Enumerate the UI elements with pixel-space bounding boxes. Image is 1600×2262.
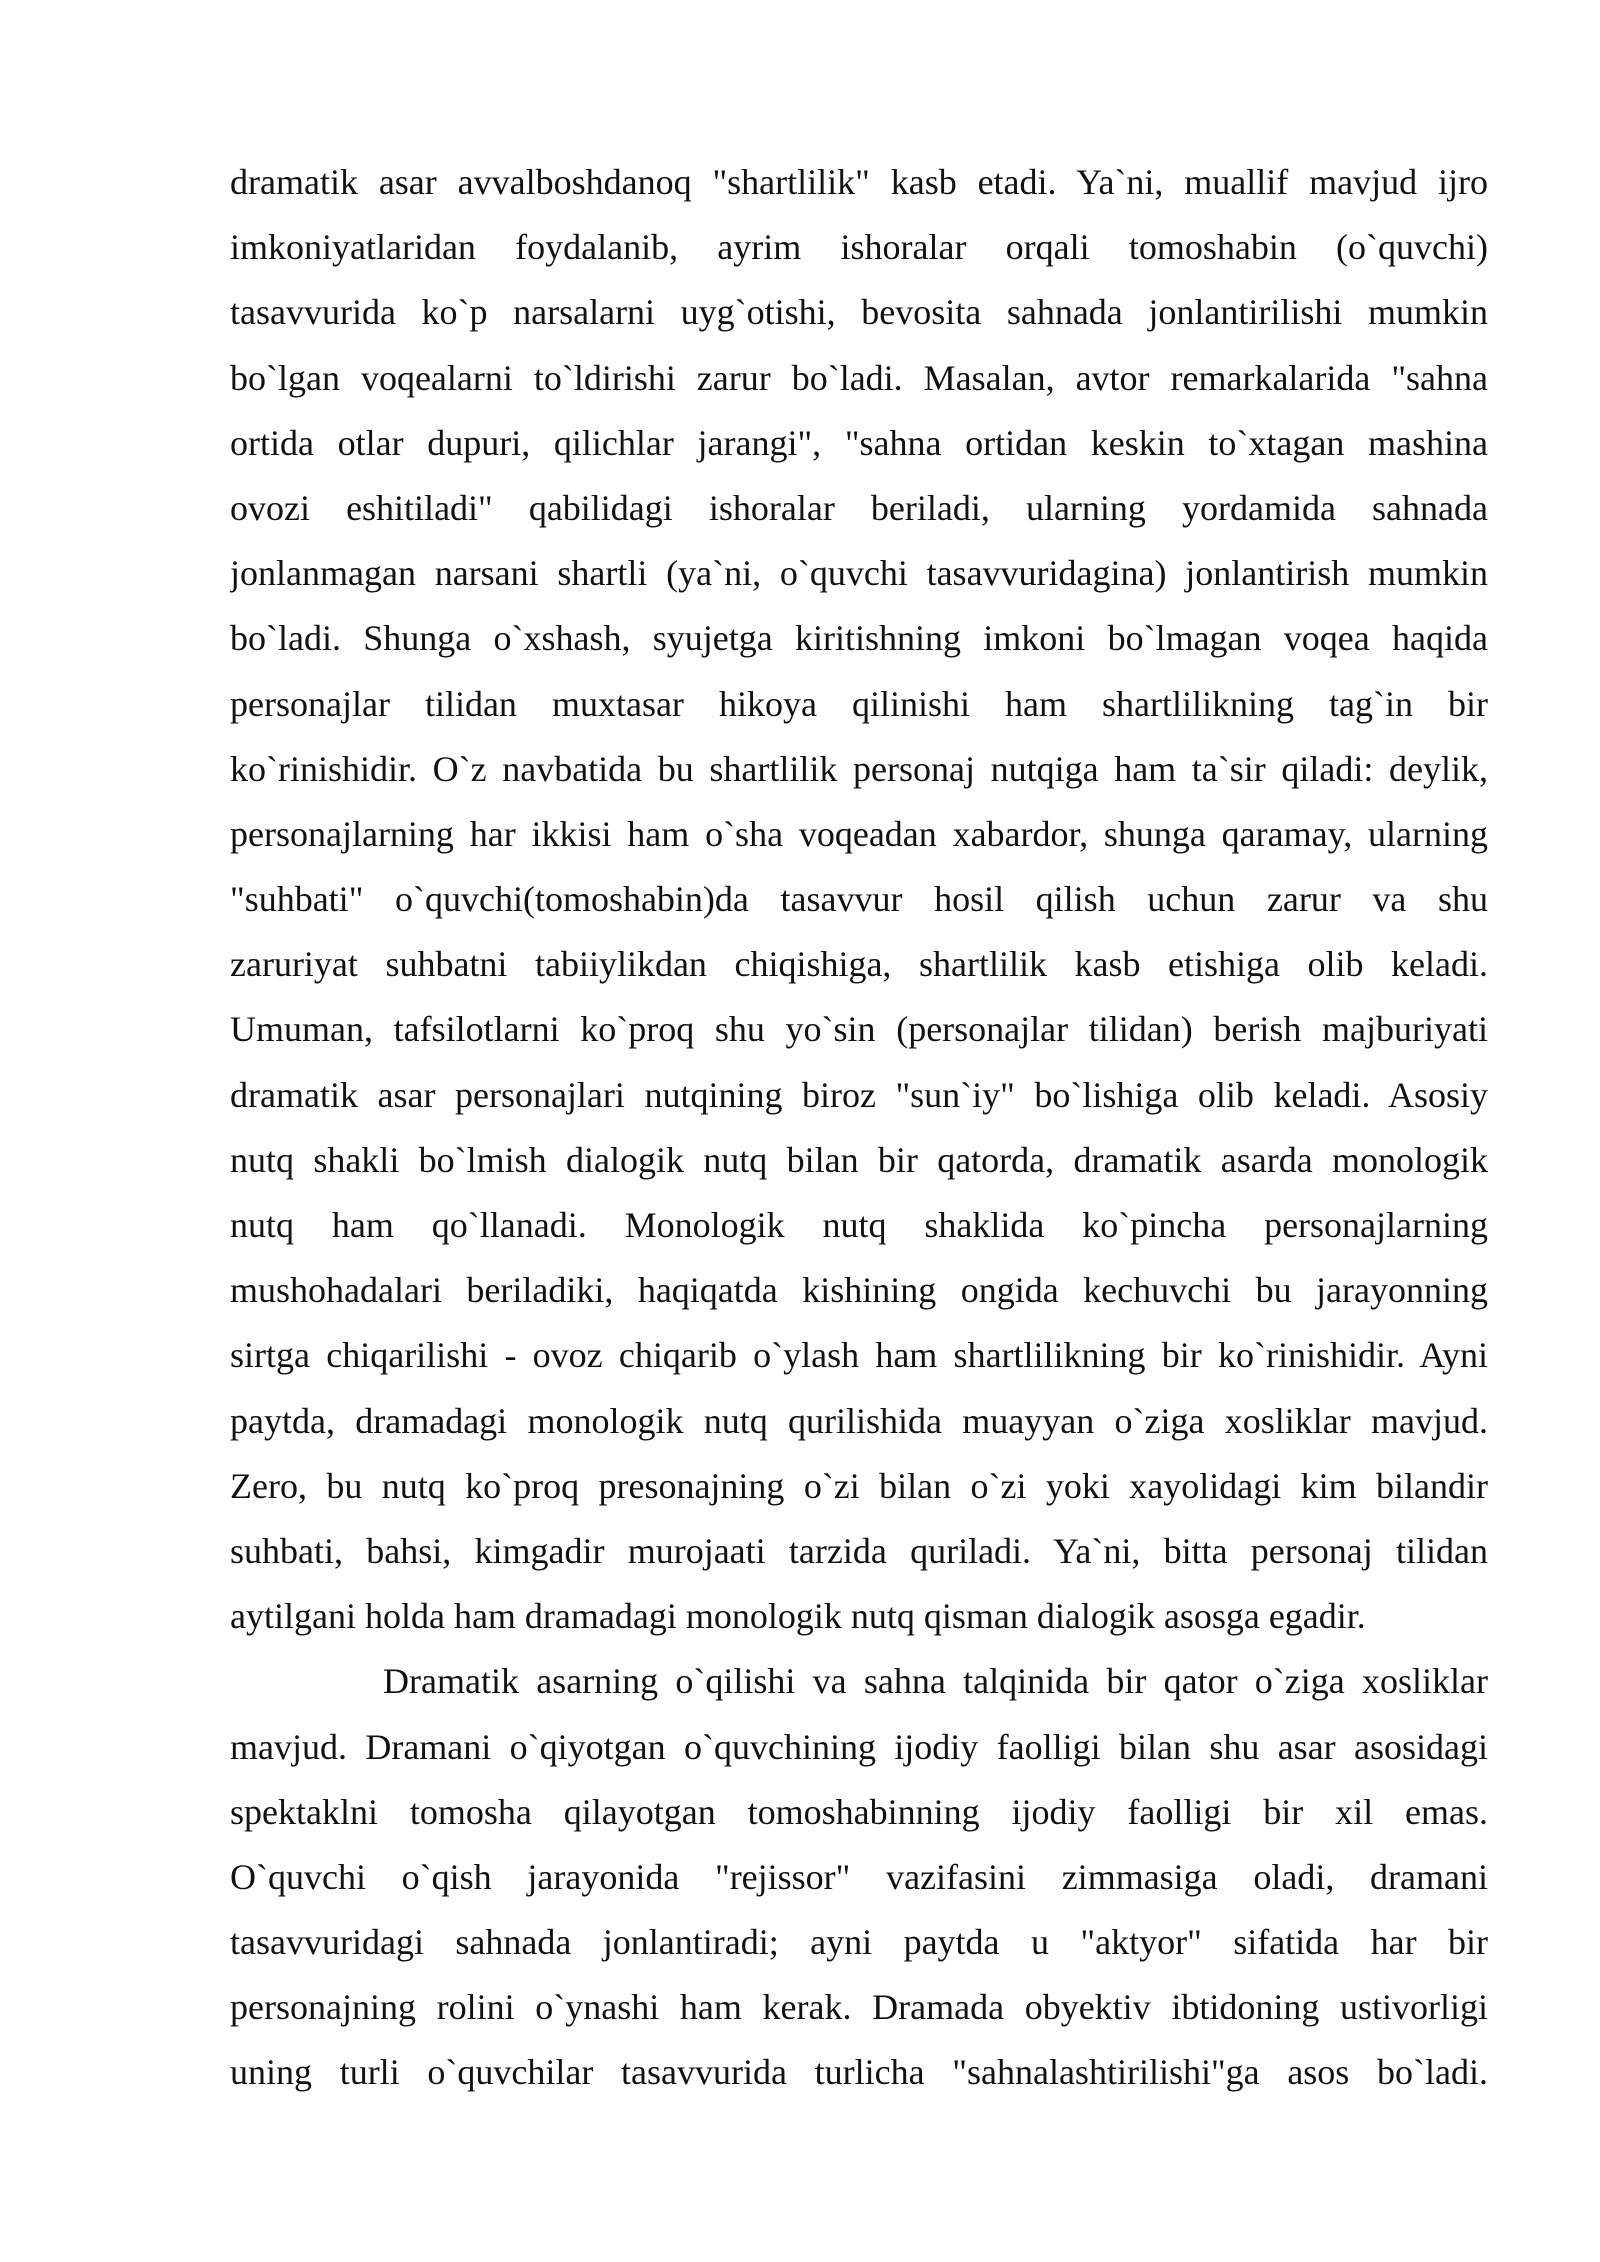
text-line: sirtga chiqarilishi - ovoz chiqarib o`ylash ham shartlilikning bir ko`rinishidir. Ayni — [230, 1335, 1488, 1376]
text-line: nutq shakli bo`lmish dialogik nutq bilan bir qatorda, dramatik asarda monologik — [230, 1139, 1488, 1180]
text-line: mushohadalari beriladiki, haqiqatda kishining ongida kechuvchi bu jarayonning — [230, 1270, 1488, 1311]
text-line: ovozi eshitiladi" qabilidagi ishoralar beriladi, ularning yordamida sahnada — [230, 487, 1488, 528]
text-line: uning turli o`quvchilar tasavvurida turlicha "sahnalashtirilishi"ga asos bo`ladi. — [230, 2052, 1488, 2093]
paragraph-2 — [230, 1649, 1488, 2105]
text-line: personajlar tilidan muxtasar hikoya qilinishi ham shartlilikning tag`in bir — [230, 683, 1488, 724]
text-line: personajning rolini o`ynashi ham kerak. Dramada obyektiv ibtidoning ustivorligi — [230, 1987, 1488, 2028]
text-line: paytda, dramadagi monologik nutq qurilishida muayyan o`ziga xosliklar mavjud. — [230, 1400, 1488, 1441]
text-line: mavjud. Dramani o`qiyotgan o`quvchining ijodiy faolligi bilan shu asar asosidagi — [230, 1726, 1488, 1767]
text-line: dramatik asar avvalboshdanoq "shartlilik" kasb etadi. Ya`ni, muallif mavjud ijro — [230, 162, 1488, 202]
paragraph-1 — [230, 150, 1488, 1649]
text-line: nutq ham qo`llanadi. Monologik nutq shaklida ko`pincha personajlarning — [230, 1205, 1488, 1245]
text-line: Dramatik asarning o`qilishi va sahna talqinida bir qator o`ziga xosliklar — [383, 1661, 1488, 1702]
text-line: zaruriyat suhbatni tabiiylikdan chiqishiga, shartlilik kasb etishiga olib keladi. — [230, 944, 1488, 985]
text-line: Zero, bu nutq ko`proq presonajning o`zi bilan o`zi yoki xayolidagi kim bilandir — [230, 1465, 1488, 1506]
text-line: bo`ladi. Shunga o`xshash, syujetga kiritishning imkoni bo`lmagan voqea haqida — [230, 618, 1488, 659]
text-line: personajlarning har ikkisi ham o`sha voqeadan xabardor, shunga qaramay, ularning — [230, 813, 1488, 854]
body-text — [230, 150, 1488, 2106]
text-line: ko`rinishidir. O`z navbatida bu shartlilik personaj nutqiga ham ta`sir qiladi: deylik, — [230, 748, 1488, 789]
text-line: spektaklni tomosha qilayotgan tomoshabinning ijodiy faolligi bir xil emas. — [230, 1791, 1488, 1832]
text-line: tasavvuridagi sahnada jonlantiradi; ayni paytda u "aktyor" sifatida har bir — [230, 1922, 1488, 1963]
text-line: suhbati, bahsi, kimgadir murojaati tarzida quriladi. Ya`ni, bitta personaj tilidan — [230, 1530, 1488, 1571]
text-line: tasavvurida ko`p narsalarni uyg`otishi, bevosita sahnada jonlantirilishi mumkin — [230, 292, 1488, 333]
text-line: jonlanmagan narsani shartli (ya`ni, o`quvchi tasavvuridagina) jonlantirish mumkin — [230, 553, 1488, 594]
text-line: "suhbati" o`quvchi(tomoshabin)da tasavvur hosil qilish uchun zarur va shu — [230, 879, 1488, 920]
text-line: aytilgani holda ham dramadagi monologik nutq qisman dialogik asosga egadir. — [230, 1596, 1366, 1637]
text-line: ortida otlar dupuri, qilichlar jarangi", "sahna ortidan keskin to`xtagan mashina — [230, 422, 1488, 463]
text-line: imkoniyatlaridan foydalanib, ayrim ishoralar orqali tomoshabin (o`quvchi) — [230, 227, 1488, 268]
text-line: bo`lgan voqealarni to`ldirishi zarur bo`ladi. Masalan, avtor remarkalarida "sahna — [230, 357, 1488, 398]
text-line: Umuman, tafsilotlarni ko`proq shu yo`sin (personajlar tilidan) berish majburiyati — [230, 1009, 1488, 1050]
text-line: dramatik asar personajlari nutqining biroz "sun`iy" bo`lishiga olib keladi. Asosiy — [230, 1074, 1488, 1115]
text-line: O`quvchi o`qish jarayonida "rejissor" vazifasini zimmasiga oladi, dramani — [230, 1856, 1488, 1897]
